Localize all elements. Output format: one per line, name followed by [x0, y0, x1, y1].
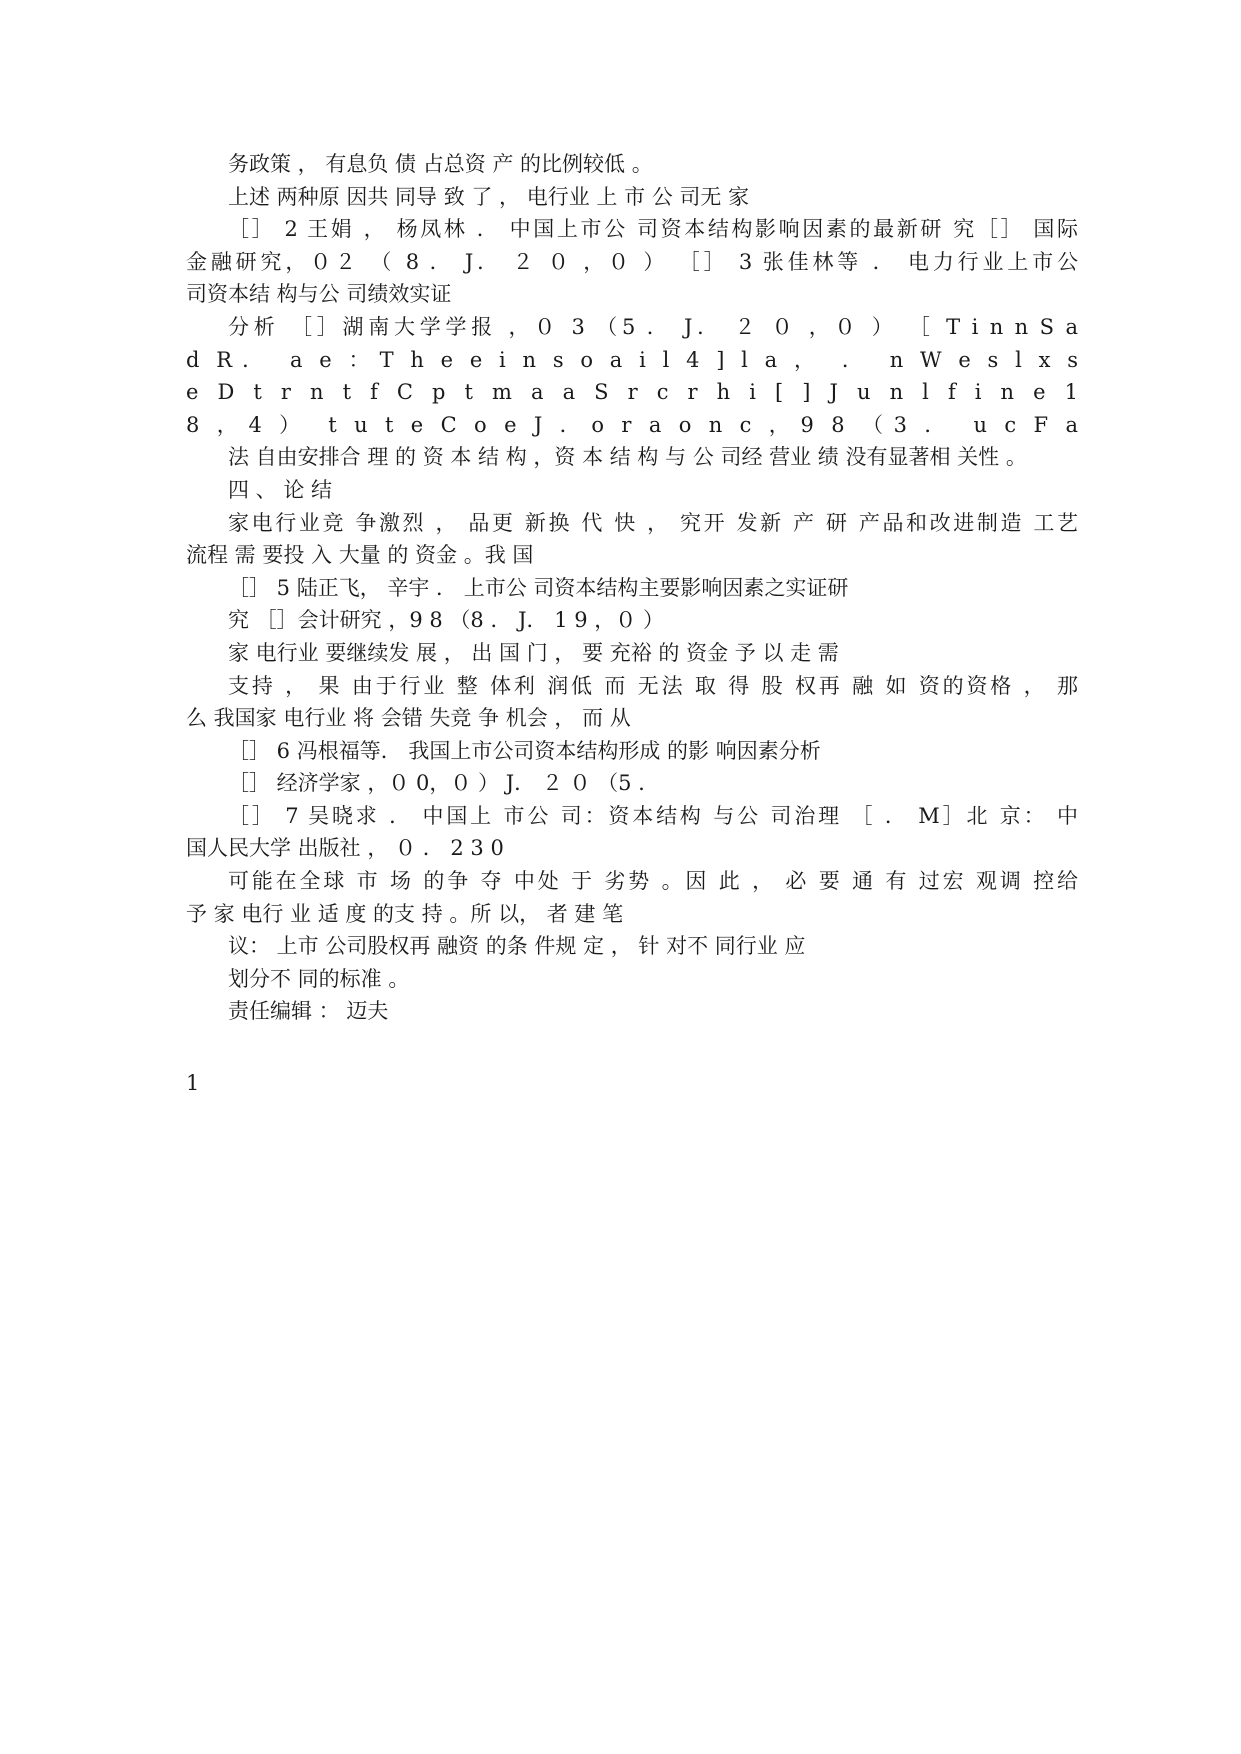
reference-line: 8 ，4 ） t u t e C o e J ．o r a o n c ，9 8 （3 ． u c F a: [186, 412, 1078, 437]
text-line: 流程 需 要投 入 大量 的 资金 。我 国: [186, 543, 534, 568]
editor-credit: 责任编辑 ： 迈夫: [228, 999, 389, 1024]
document-body: [186, 148, 1078, 1028]
text-line: 家电行业竞 争激烈 ， 品更 新换 代 快 ， 究开 发新 产 研 产品和改进制造 工艺: [228, 510, 1078, 535]
section-heading: 四 、 论 结: [228, 477, 333, 502]
text-line: 么 我国家 电行业 将 会错 失竞 争 机会 ， 而 从: [186, 706, 631, 731]
text-line: 家 电行业 要继续发 展 ， 出 国 门 ， 要 充裕 的 资金 予 以 走 需: [228, 640, 839, 665]
reference-line: 金融研究，０２ （ 8 ． J． ２ ０ ，０ ） ［］ 3 张佳林等 ． 电力行业上市公: [186, 249, 1078, 274]
reference-line: 究 ［］会计研究 ，9 8 （8 ． J． 1 9 ，０ ）: [228, 608, 664, 633]
page-number: 1: [186, 1071, 200, 1095]
text-line: 支持 ， 果 由于行业 整 体利 润低 而 无法 取 得 股 权再 融 如 资的资格 ， 那: [228, 673, 1078, 698]
reference-line: 司资本结 构与公 司绩效实证: [186, 282, 452, 307]
reference-line: ［］ 经济学家 ，０ 0，０ ） J． ２ ０ （5 ．: [228, 771, 660, 796]
reference-line: 分析 ［］湖南大学学报 ，０ 3 （5 ． J． ２ ０ ，０ ） ［ T i n n S a: [228, 314, 1078, 339]
text-line: 划分不 同的标准 。: [228, 966, 410, 991]
text-line: 法 自由安排合 理 的 资 本 结 构 ，资 本 结 构 与 公 司经 营业 绩 没有显著相 关性 。: [228, 445, 1027, 470]
text-line: 务政策 ， 有息负 债 占总资 产 的比例较低 。: [228, 152, 653, 176]
text-line: 予 家 电行 业 适 度 的支 持 。所 以， 者 建 笔: [186, 901, 624, 926]
text-line: 可能在全球 市 场 的争 夺 中处 于 劣势 。因 此 ， 必 要 通 有 过宏 观调 控给: [228, 869, 1078, 894]
reference-line: ［］ 5 陆正飞， 辛宇 ． 上市公 司资本结构主要影响因素之实证研: [228, 575, 849, 600]
reference-line: 国人民大学 出版社 ， ０ ． 2 3 0: [186, 836, 504, 861]
reference-line: ［］ 6 冯根福等． 我国上市公司资本结构形成 的影 响因素分析: [228, 738, 821, 763]
text-line: 议： 上市 公司股权再 融资 的条 件规 定 ， 针 对不 同行业 应: [228, 934, 806, 959]
text-line: 上述 两种原 因共 同导 致 了 ， 电行业 上 市 公 司无 家: [228, 184, 750, 209]
reference-line: e D t r n t f C p t m a a S r c r h i [ ] J u n l f i n e 1: [186, 380, 1078, 405]
reference-line: ［］ 7 吴晓求 ． 中国上 市公 司：资本结构 与公 司治理 ［ ． M］北 京： 中: [228, 803, 1078, 828]
reference-line: d R． a e ：T h e e i n s o a i l 4 ] l a ， ． n W e s l x s: [186, 347, 1078, 372]
reference-line: ［］ 2 王娟 ， 杨凤林 ． 中国上市公 司资本结构影响因素的最新研 究［］ 国际: [228, 217, 1078, 242]
